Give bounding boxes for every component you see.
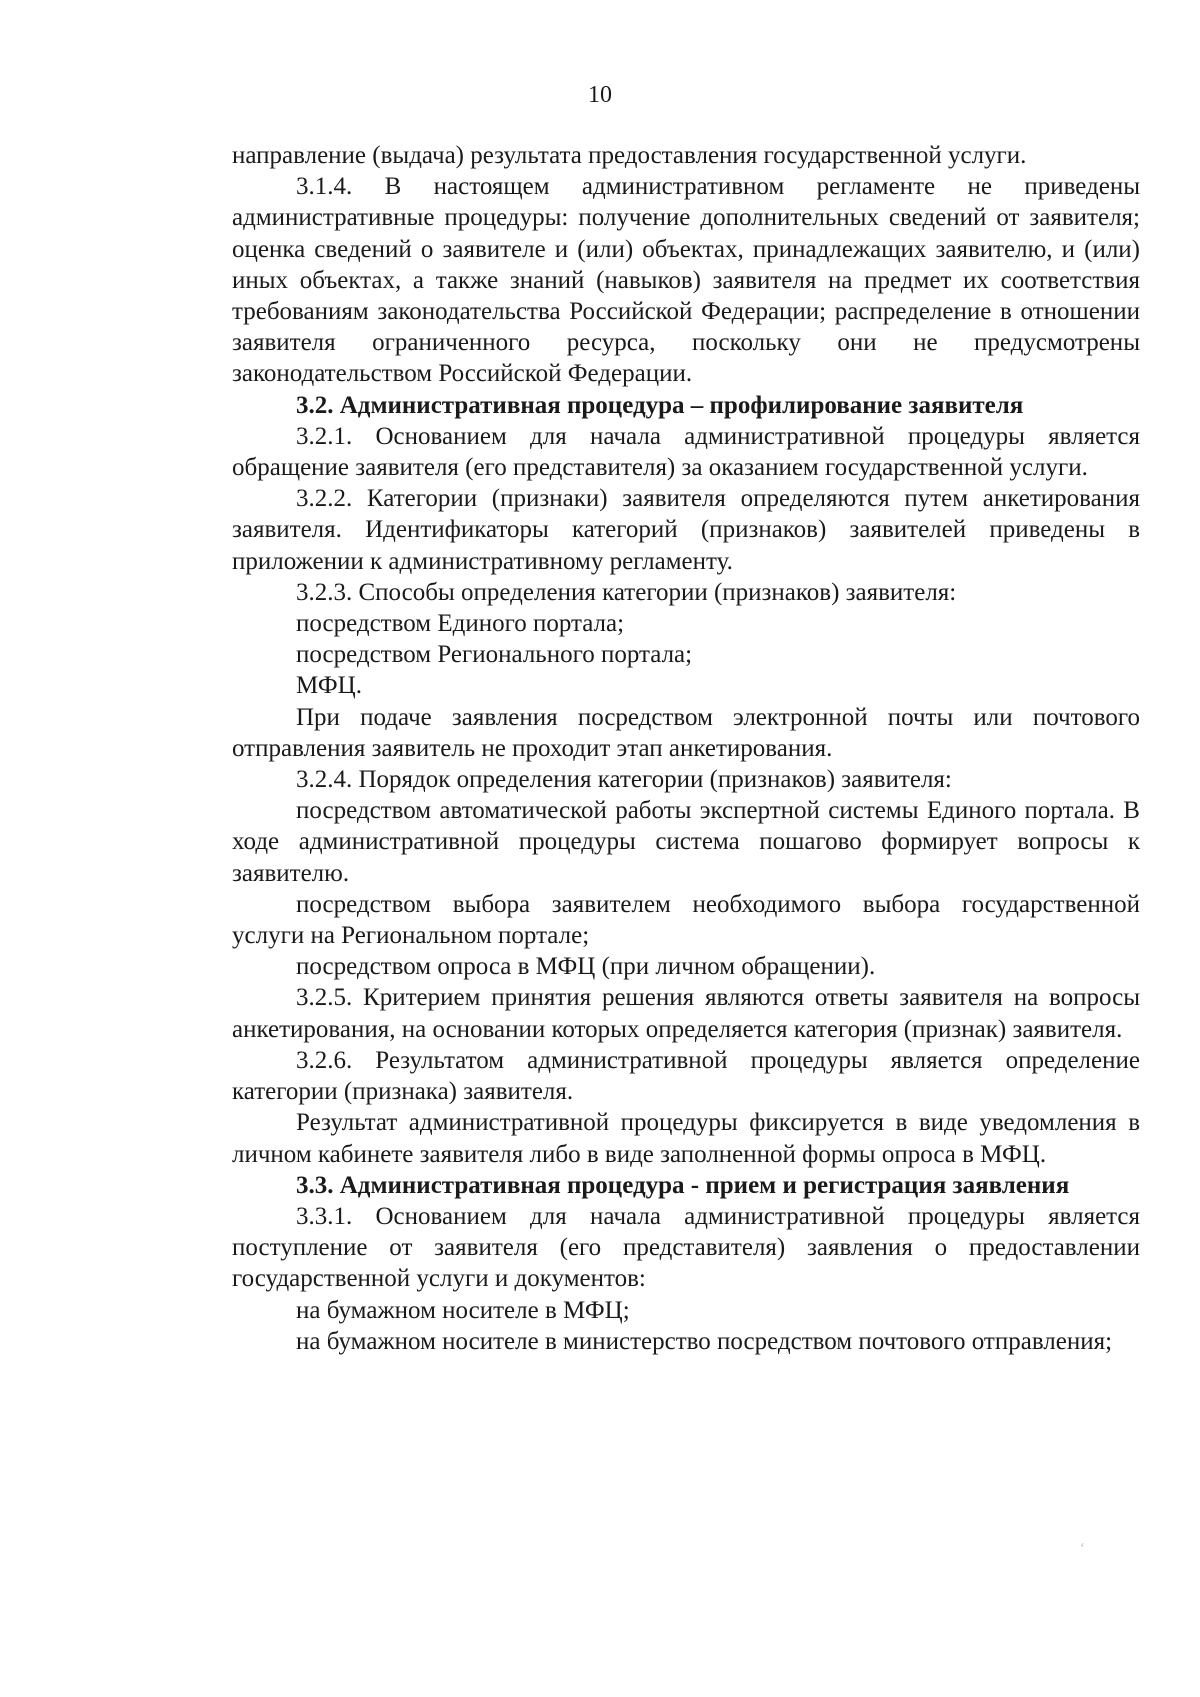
paragraph-continuation: направление (выдача) результата предоставления государственной услуги. [232,142,1027,169]
paragraph-regional-portal-choice: посредством выбора заявителем необходимого выбора государственной услуги на Региональном портале; [232,890,1140,950]
paragraph-email-post-note: При подаче заявления посредством электронной почты или почтового отправления заявитель не проходит этап анкетирования. [232,703,1140,762]
scan-speck-mark: ‘ [1080,1541,1085,1556]
list-item-unified-portal: посредством Единого портала; [296,610,625,638]
paragraph-mfc-survey: посредством опроса в МФЦ (при личном обращении). [296,953,876,981]
paragraph-expert-system: посредством автоматической работы экспертной системы Единого портала. В ходе административной процедуры система пошагово формирует вопросы к заявителю. [232,797,1140,887]
paragraph-3-2-6: 3.2.6. Результатом административной процедуры является определение категории (признака) заявителя. [232,1046,1140,1106]
paragraph-3-3-1: 3.3.1. Основанием для начала административной процедуры является поступление от заявителя (его представителя) заявления о предоставлении государственной услуги и документов: [232,1202,1140,1293]
section-heading-3-3: 3.3. Административная процедура - прием и регистрация заявления [296,1171,1070,1199]
section-heading-3-2: 3.2. Административная процедура – профилирование заявителя [296,391,1024,419]
paragraph-3-2-3: 3.2.3. Способы определения категории (признаков) заявителя: [296,578,957,606]
paragraph-result-recorded: Результат административной процедуры фиксируется в виде уведомления в личном кабинете заявителя либо в виде заполненной формы опроса в МФЦ. [232,1109,1140,1168]
list-item-mfc: МФЦ. [296,672,362,700]
list-item-regional-portal: посредством Регионального портала; [296,641,693,669]
paragraph-3-2-1: 3.2.1. Основанием для начала административной процедуры является обращение заявителя (его представителя) за оказанием государственной услуги. [232,422,1140,482]
list-item-paper-ministry-post: на бумажном носителе в министерство посредством почтового отправления; [296,1327,1113,1355]
list-item-paper-mfc: на бумажном носителе в МФЦ; [296,1296,630,1324]
paragraph-3-2-5: 3.2.5. Критерием принятия решения являются ответы заявителя на вопросы анкетирования, на основании которых определяется категория (признак) заявителя. [232,984,1140,1043]
paragraph-3-2-2: 3.2.2. Категории (признаки) заявителя определяются путем анкетирования заявителя. Идентификаторы категорий (признаков) заявителей приведены в приложении к административному регламенту. [232,485,1140,575]
page-number: 10 [588,82,612,108]
paragraph-3-1-4: 3.1.4. В настоящем административном регламенте не приведены административные процедуры: получение дополнительных сведений от заявителя; оценка сведений о заявителе и (или) объектах, принадлежащих заявителю, и (или) иных объектах, а также знаний (навыков) заявителя на предмет их соответствия требованиям законодательства Российской Федерации; распределение в отношении заявителя ограниченного ресурса, поскольку они не предусмотрены законодательством Российской Федерации. [232,173,1140,388]
paragraph-3-2-4: 3.2.4. Порядок определения категории (признаков) заявителя: [296,766,952,794]
document-body [232,140,1140,1357]
